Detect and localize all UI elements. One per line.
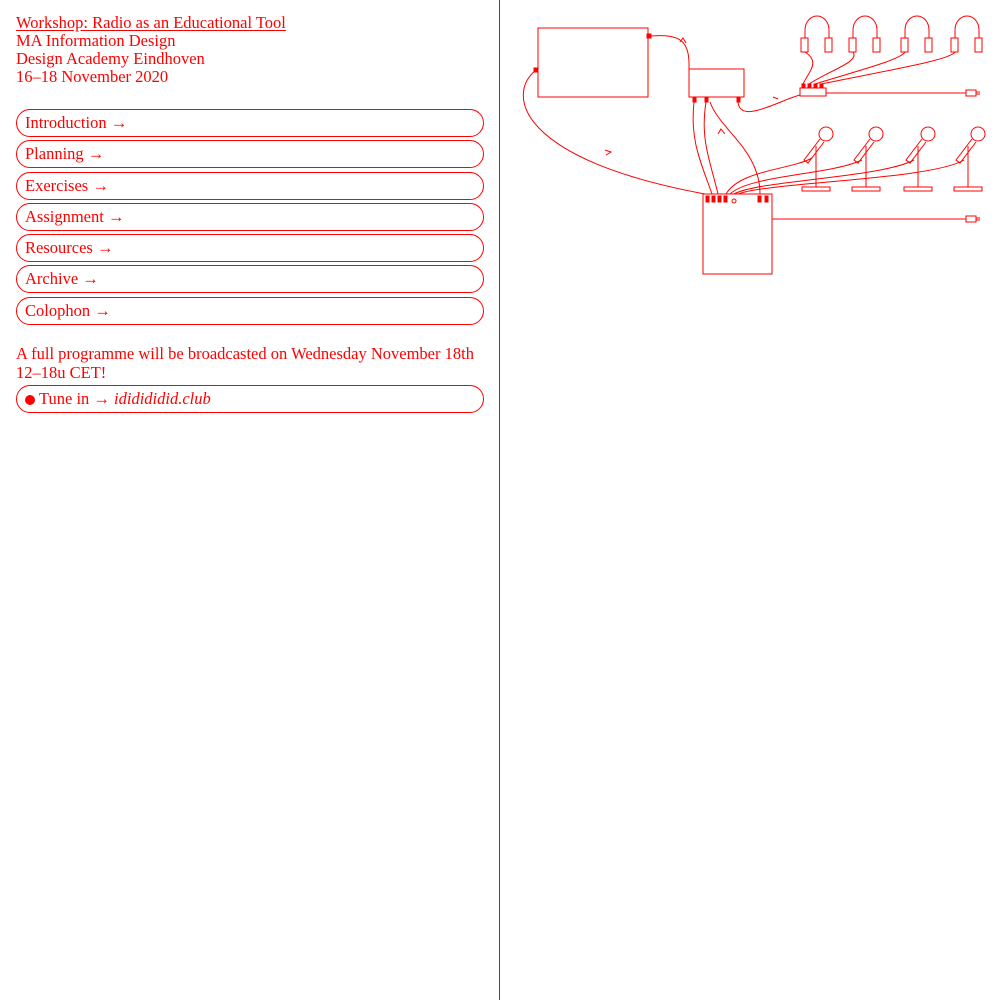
workshop-title-link[interactable]: Workshop: Radio as an Educational Tool — [16, 13, 286, 32]
nav-resources[interactable]: Resources → — [16, 234, 484, 262]
workshop-dates: 16–18 November 2020 — [16, 67, 169, 86]
computer-icon — [534, 28, 651, 97]
main-nav — [16, 109, 484, 328]
diagram-panel — [500, 0, 1000, 1000]
nav-planning[interactable]: Planning → — [16, 140, 484, 168]
nav-assignment[interactable]: Assignment → — [16, 203, 484, 231]
tune-in-label: Tune in → — [39, 389, 110, 408]
nav-introduction[interactable]: Introduction → — [16, 109, 484, 137]
tune-in-button[interactable] — [16, 385, 484, 413]
power-plug-icon — [772, 90, 980, 222]
signal-cables — [523, 36, 964, 194]
broadcast-notice: A full programme will be broadcasted on Wednesday November 18th 12–18u CET! — [16, 344, 474, 382]
headphones-icon — [801, 16, 982, 52]
institution-name: Design Academy Eindhoven — [16, 49, 205, 68]
live-dot-icon — [25, 395, 35, 405]
mixer-icon — [703, 194, 772, 274]
stream-url: ididididid.club — [114, 389, 211, 408]
nav-exercises[interactable]: Exercises → — [16, 172, 484, 200]
radio-setup-diagram — [500, 0, 1000, 300]
info-panel — [0, 0, 499, 1000]
nav-colophon[interactable]: Colophon → — [16, 297, 484, 325]
headphone-amp-icon — [800, 84, 826, 96]
nav-archive[interactable]: Archive → — [16, 265, 484, 293]
audio-interface-icon — [689, 69, 744, 102]
page-header — [16, 14, 286, 86]
programme-name: MA Information Design — [16, 31, 176, 50]
